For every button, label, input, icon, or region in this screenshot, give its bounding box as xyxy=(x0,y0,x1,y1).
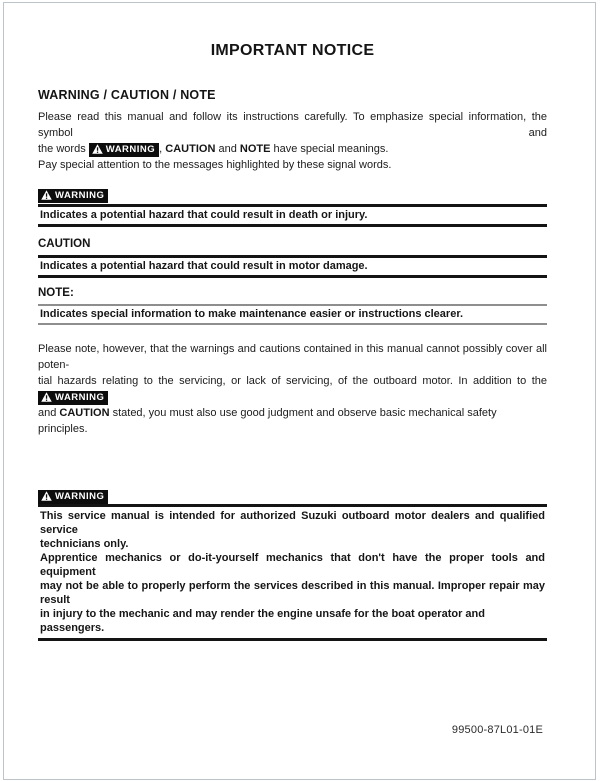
service-warning-text xyxy=(38,504,547,641)
warning-triangle-icon xyxy=(41,491,52,501)
text-line: Pay special attention to the messages highlighted by these signal words. xyxy=(38,159,392,171)
note-para-line2-pre: tial hazards relating to the servicing, or lack of servicing, of the outboard motor. In addition to the xyxy=(38,375,547,387)
warning-signal-block xyxy=(38,185,547,227)
warning-badge-inline xyxy=(38,391,108,405)
note-word: NOTE xyxy=(239,143,271,155)
text-line: Please note, however, that the warnings and cautions contained in this manual cannot possibly cover all poten- xyxy=(38,343,547,371)
caution-signal-block xyxy=(38,238,547,278)
intro-line2-and: and xyxy=(215,143,240,155)
intro-line2-post: have special meanings. xyxy=(270,143,389,155)
caution-definition: Indicates a potential hazard that could result in motor damage. xyxy=(38,255,547,278)
text-line xyxy=(38,405,547,437)
service-warning-block xyxy=(38,486,547,641)
text-line: technicians only. xyxy=(40,538,129,550)
warning-badge-label: WARNING xyxy=(55,189,105,201)
note-paragraph xyxy=(38,341,547,437)
intro-paragraph xyxy=(38,109,547,173)
note-definition: Indicates special information to make maintenance easier or instructions clearer. xyxy=(38,304,547,325)
text-line: Apprentice mechanics or do-it-yourself mechanics that don't have the proper tools and equipment xyxy=(40,552,545,578)
doc-number: 99500-87L01-01E xyxy=(451,724,543,736)
intro-line2-mid: , xyxy=(159,143,166,155)
intro-line2-pre: the words xyxy=(38,143,89,155)
page-content xyxy=(38,0,547,641)
warning-badge xyxy=(38,189,108,203)
warning-definition: Indicates a potential hazard that could result in death or injury. xyxy=(38,204,547,227)
warning-badge-inline xyxy=(89,143,159,157)
note-para-line3-pre: and xyxy=(38,407,60,419)
warning-badge-label: WARNING xyxy=(55,490,105,502)
warning-badge-label: WARNING xyxy=(105,143,156,155)
section-heading: WARNING / CAUTION / NOTE xyxy=(38,88,216,102)
text-line: Please read this manual and follow its instructions carefully. To emphasize special information, the symbol and xyxy=(38,111,547,139)
caution-word: CAUTION xyxy=(165,143,216,155)
warning-badge-label: WARNING xyxy=(55,391,105,403)
warning-triangle-icon xyxy=(41,190,52,200)
text-line: in injury to the mechanic and may render the engine unsafe for the boat operator and passengers. xyxy=(40,608,485,634)
warning-triangle-icon xyxy=(41,392,52,402)
text-line xyxy=(38,373,547,405)
warning-badge xyxy=(38,490,108,504)
text-line: This service manual is intended for authorized Suzuki outboard motor dealers and qualified service xyxy=(40,510,545,536)
text-line xyxy=(38,141,547,157)
caution-word: CAUTION xyxy=(59,407,110,419)
caution-heading: CAUTION xyxy=(38,238,91,250)
page-title: IMPORTANT NOTICE xyxy=(210,42,375,59)
note-para-line3-post: stated, you must also use good judgment and observe basic mechanical safety principles. xyxy=(38,407,497,435)
text-line: may not be able to properly perform the services described in this manual. Improper repair may result xyxy=(40,580,545,606)
note-heading: NOTE: xyxy=(38,287,74,299)
warning-triangle-icon xyxy=(92,144,103,154)
note-signal-block xyxy=(38,287,547,325)
